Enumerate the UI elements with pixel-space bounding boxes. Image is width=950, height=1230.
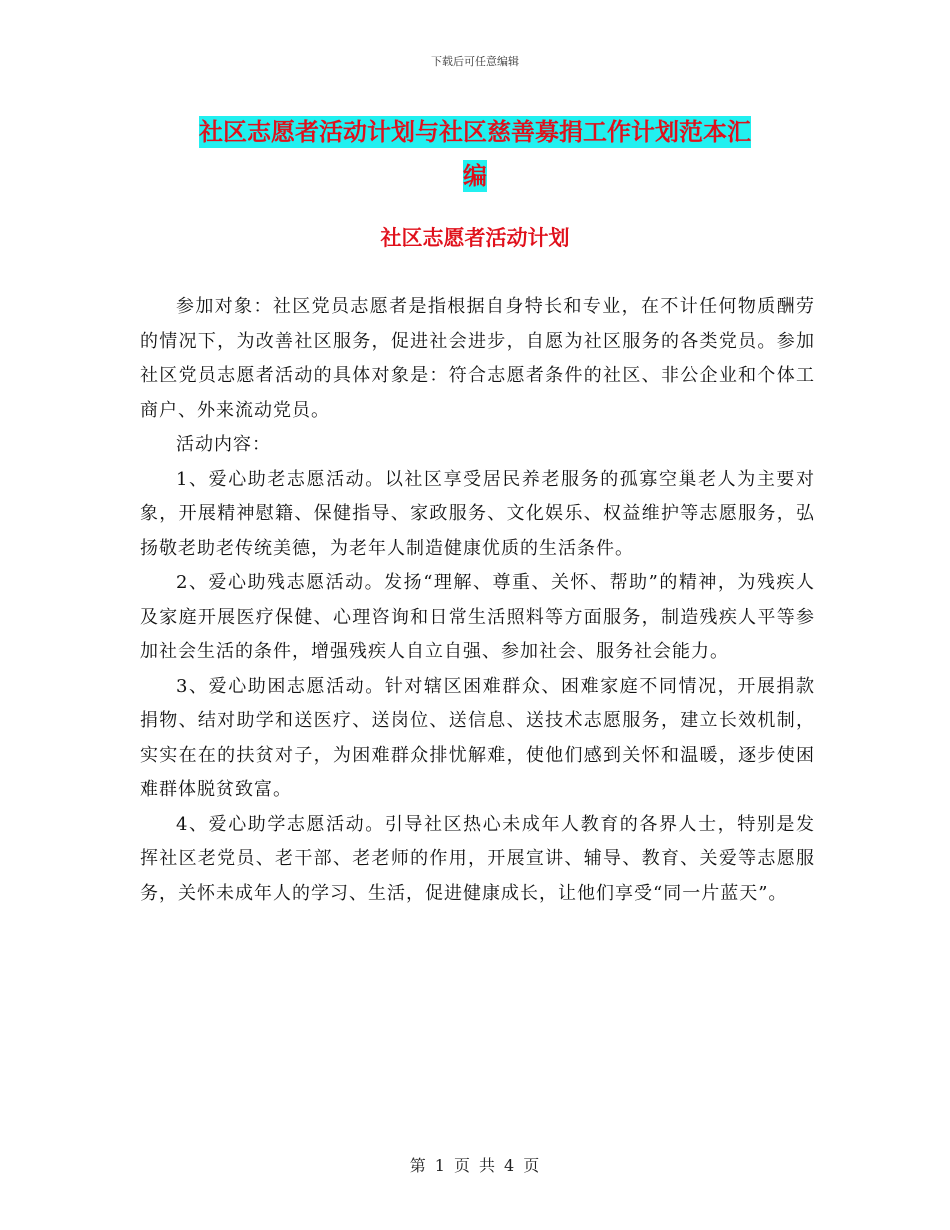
paragraph-disability-aid: 2、爱心助残志愿活动。发扬“理解、尊重、关怀、帮助”的精神，为残疾人及家庭开展医疗保健、心理咨询和日常生活照料等方面服务，制造残疾人平等参加社会生活的条件，增强残疾人自立自强、参加社会、服务社会能力。: [140, 572, 815, 662]
document-title-line-1: 社区志愿者活动计划与社区慈善募捐工作计划范本汇: [199, 118, 751, 146]
page-header-note: 下载后可任意编辑: [431, 55, 519, 68]
footer-total-pages: 4: [504, 1156, 516, 1175]
document-body: [140, 290, 815, 911]
document-title-line-2: 编: [463, 162, 487, 190]
footer-label-total: 共: [479, 1156, 497, 1175]
paragraph-activity-heading: 活动内容：: [176, 434, 271, 455]
paragraph-participants: 参加对象：社区党员志愿者是指根据自身特长和专业，在不计任何物质酬劳的情况下，为改善社区服务，促进社会进步，自愿为社区服务的各类党员。参加社区党员志愿者活动的具体对象是：符合志愿者条件的社区、非公企业和个体工商户、外来流动党员。: [140, 296, 815, 421]
page-footer: [0, 1153, 950, 1176]
section-title: 社区志愿者活动计划: [380, 226, 570, 250]
footer-current-page: 1: [434, 1156, 446, 1175]
paragraph-elderly-care: 1、爱心助老志愿活动。以社区享受居民养老服务的孤寡空巢老人为主要对象，开展精神慰籍、保健指导、家政服务、文化娱乐、权益维护等志愿服务，弘扬敬老助老传统美德，为老年人制造健康优质的生活条件。: [140, 468, 815, 559]
footer-label-total-unit: 页: [523, 1156, 541, 1175]
footer-label-page: 第: [409, 1156, 427, 1175]
paragraph-poverty-aid: 3、爱心助困志愿活动。针对辖区困难群众、困难家庭不同情况，开展捐款捐物、结对助学和送医疗、送岗位、送信息、送技术志愿服务，建立长效机制，实实在在的扶贫对子，为困难群众排忧解难，使他们感到关怀和温暖，逐步使困难群体脱贫致富。: [140, 675, 815, 800]
footer-label-page-unit: 页: [453, 1156, 471, 1175]
paragraph-education-aid: 4、爱心助学志愿活动。引导社区热心未成年人教育的各界人士，特别是发挥社区老党员、老干部、老老师的作用，开展宣讲、辅导、教育、关爱等志愿服务，关怀未成年人的学习、生活，促进健康成长，让他们享受“同一片蓝天”。: [140, 813, 815, 904]
document-title: [140, 110, 810, 198]
